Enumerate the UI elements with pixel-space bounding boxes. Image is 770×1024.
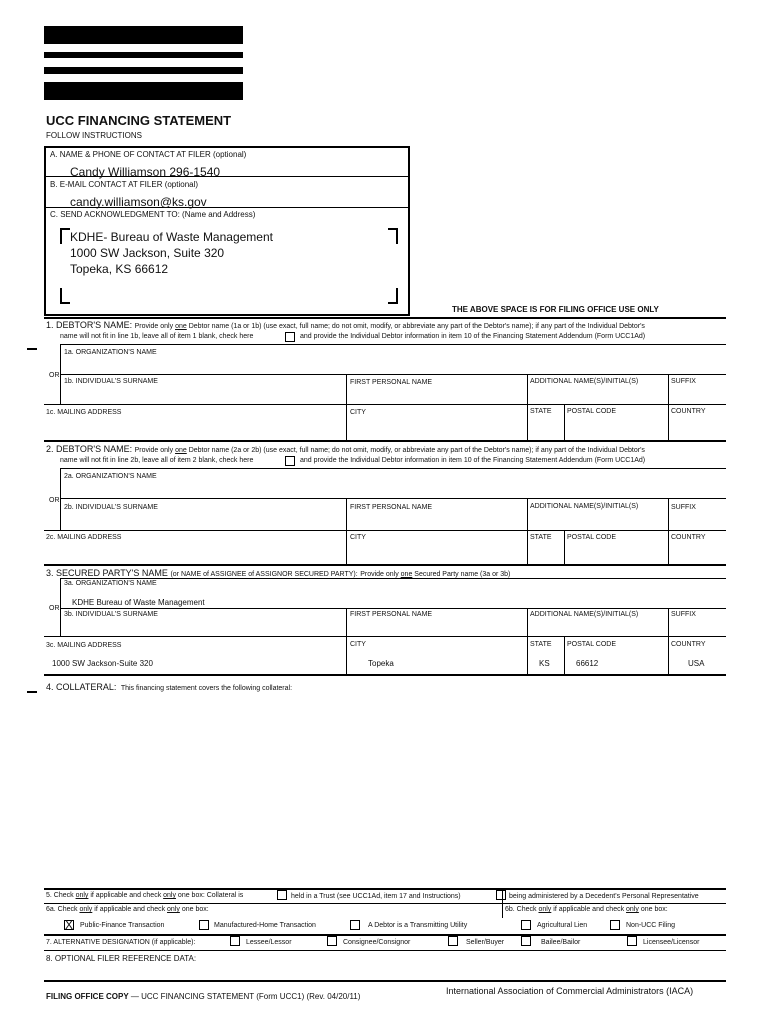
secured-city-value[interactable]: Topeka [368,659,394,668]
header-bar-1 [44,26,243,44]
header-bar-2 [44,52,243,58]
header-bar-3 [44,67,243,74]
item6b-mid: if applicable and check [551,906,627,913]
debtor2-or: OR [49,497,60,504]
d1-v4 [346,404,347,440]
secured-instr-pre: Provide only [360,571,401,578]
debtor1-instr-pre: Provide only [134,323,176,330]
item5-trust-checkbox[interactable] [277,890,287,900]
item6a-only2: only [167,906,180,913]
item6-top-rule [44,903,726,904]
debtor1-first-label: FIRST PERSONAL NAME [350,379,433,386]
footer-copy-label: FILING OFFICE COPY [46,992,129,1001]
debtor1-heading: 1. DEBTOR'S NAME: [46,320,133,330]
debtor1-instr2-post: and provide the Individual Debtor information in item 10 of the Financing Statement Addendum (Form UCC1Ad) [300,333,646,340]
s3-rule-c [44,636,726,637]
d1-v7 [668,404,669,440]
debtor2-heading-line [46,444,645,454]
d2-v5 [527,530,528,564]
form-title: UCC FINANCING STATEMENT [46,113,232,128]
secured-country-value[interactable]: USA [688,659,705,668]
item6a-utility-checkbox[interactable] [350,920,360,930]
debtor1-country-label: COUNTRY [671,408,706,415]
debtor2-surname-label: 2b. INDIVIDUAL'S SURNAME [64,504,158,511]
s3-rule-a [60,578,726,579]
debtor1-addendum-checkbox[interactable] [285,332,295,342]
secured-instr-one: one [400,571,413,578]
item7-top-rule [44,934,726,936]
item5-pre: 5. Check [46,892,76,899]
bracket-top-left [60,228,70,244]
item6a-manufactured-home-checkbox[interactable] [199,920,209,930]
section5-top-rule [44,888,726,890]
item7-seller-checkbox[interactable] [448,936,458,946]
debtor1-addl-label: ADDITIONAL NAME(S)/INITIAL(S) [530,378,639,385]
footer-right: International Association of Commercial Administrators (IACA) [446,986,694,996]
secured-heading: 3. SECURED PARTY'S NAME [46,568,168,578]
s3-left-edge [60,578,61,636]
debtor1-suffix-label: SUFFIX [671,378,696,385]
item6a-only: only [79,906,93,913]
collateral-text: This financing statement covers the following collateral: [120,685,293,692]
section4-top-rule [44,674,726,676]
d2-v3 [668,498,669,530]
debtor1-surname-label: 1b. INDIVIDUAL'S SURNAME [64,378,158,385]
secured-surname-label: 3b. INDIVIDUAL'S SURNAME [64,611,158,618]
footer-dash: — [128,992,142,1001]
d2-left-edge [60,468,61,530]
d2-v4 [346,530,347,564]
debtor2-city-label: CITY [350,534,366,541]
item8-top-rule [44,950,726,951]
item6a-pre: 6a. Check [46,906,80,913]
debtor2-suffix-label: SUFFIX [671,504,696,511]
debtor2-state-label: STATE [530,534,552,541]
item7-opt5: Licensee/Licensor [643,939,700,946]
header-bar-4 [44,82,243,100]
secured-city-label: CITY [350,641,366,648]
item6a-label [46,906,209,913]
item7-opt2: Consignee/Consignor [343,939,411,946]
debtor2-mail-label: 2c. MAILING ADDRESS [46,534,122,541]
s3-v2 [527,608,528,636]
item5-mid: if applicable and check [88,892,164,899]
d2-rule-a [60,468,726,469]
s3-v1 [346,608,347,636]
bracket-bottom-left [60,288,70,304]
d1-v1 [346,374,347,404]
footer-left [46,992,360,1001]
debtor1-heading-line [46,320,645,330]
debtor1-or: OR [49,372,60,379]
item7-opt1: Lessee/Lessor [246,939,292,946]
secured-postal-value[interactable]: 66612 [576,659,599,668]
s3-v7 [668,636,669,674]
secured-mail-label: 3c. MAILING ADDRESS [46,642,122,649]
item6a-post: one box: [179,906,209,913]
debtor1-org-label: 1a. ORGANIZATION'S NAME [64,349,157,356]
item5-post: one box: Collateral is [175,892,244,899]
debtor1-instr-one: one [175,323,187,330]
footer-form-name: UCC FINANCING STATEMENT (Form UCC1) (Rev. 04/20/11) [141,992,361,1001]
d1-v3 [668,374,669,404]
debtor2-instr2-post: and provide the Individual Debtor information in item 10 of the Financing Statement Addendum (Form UCC1Ad) [300,457,646,464]
item7-lessee-checkbox[interactable] [230,936,240,946]
item8-label: 8. OPTIONAL FILER REFERENCE DATA: [46,954,197,963]
d1-rule-b [60,374,726,375]
contact-b-label: B. E-MAIL CONTACT AT FILER (optional) [50,180,199,189]
s3-v4 [346,636,347,674]
secured-heading-line [46,568,510,578]
filing-office-note: THE ABOVE SPACE IS FOR FILING OFFICE USE ONLY [452,305,659,314]
margin-tick-2 [27,691,37,693]
d1-v5 [527,404,528,440]
debtor1-state-label: STATE [530,408,552,415]
item6b-only2: only [626,906,639,913]
item7-opt3: Seller/Buyer [466,939,505,946]
debtor2-country-label: COUNTRY [671,534,706,541]
secured-mail-value[interactable]: 1000 SW Jackson-Suite 320 [52,659,153,668]
debtor2-heading: 2. DEBTOR'S NAME: [46,444,133,454]
secured-postal-label: POSTAL CODE [567,641,617,648]
item7-consignee-checkbox[interactable] [327,936,337,946]
item5-decedent-checkbox[interactable] [496,890,506,900]
debtor2-addl-label: ADDITIONAL NAME(S)/INITIAL(S) [530,503,639,510]
item6a-opt2: Manufactured-Home Transaction [214,922,316,929]
item5-only: only [75,892,89,899]
s3-rule-b [60,608,726,609]
debtor2-instr-pre: Provide only [134,447,176,454]
contact-c-label: C. SEND ACKNOWLEDGMENT TO: (Name and Address) [50,210,256,219]
item7-opt4: Bailee/Bailor [541,939,581,946]
secured-org-label: 3a. ORGANIZATION'S NAME [64,580,157,587]
item8-bottom-rule [44,980,726,982]
debtor2-first-label: FIRST PERSONAL NAME [350,504,433,511]
margin-tick-1 [27,348,37,350]
item5-label [46,892,243,899]
section3-top-rule [44,564,726,566]
item6a-mid: if applicable and check [92,906,168,913]
secured-or: OR [49,605,60,612]
debtor1-mail-label: 1c. MAILING ADDRESS [46,409,122,416]
item7-licensee-checkbox[interactable] [627,936,637,946]
secured-country-label: COUNTRY [671,641,706,648]
section2-top-rule [44,440,726,442]
s3-v3 [668,608,669,636]
contact-a-label: A. NAME & PHONE OF CONTACT AT FILER (optional) [50,150,247,159]
d2-v1 [346,498,347,530]
d2-v6 [564,530,565,564]
debtor2-instr-post: Debtor name (2a or 2b) (use exact, full name; do not omit, modify, or abbreviate any part of the Debtor's name); if any part of the Individual Debtor's [186,447,645,454]
item6a-opt3: A Debtor is a Transmitting Utility [368,922,468,929]
secured-addl-label: ADDITIONAL NAME(S)/INITIAL(S) [530,611,639,618]
section1-top-rule [44,317,726,319]
debtor1-instr2-pre: name will not fit in line 1b, leave all of item 1 blank, check here [60,333,254,340]
item6b-post: one box: [638,906,668,913]
d2-v2 [527,498,528,530]
bracket-top-right [388,228,398,244]
debtor1-postal-label: POSTAL CODE [567,408,617,415]
secured-state-value[interactable]: KS [539,659,550,668]
secured-instr-post: Secured Party name (3a or 3b) [412,571,511,578]
debtor2-postal-label: POSTAL CODE [567,534,617,541]
item5-decedent-label: being administered by a Decedent's Personal Representative [509,893,699,900]
item6b-opt2: Non-UCC Filing [626,922,676,929]
d1-v6 [564,404,565,440]
item6b-only: only [538,906,552,913]
debtor1-city-label: CITY [350,409,366,416]
d2-v7 [668,530,669,564]
secured-first-label: FIRST PERSONAL NAME [350,611,433,618]
d1-rule-a [60,344,726,345]
ack-line-1[interactable]: KDHE- Bureau of Waste Management [70,230,273,244]
item5-trust-label: held in a Trust (see UCC1Ad, item 17 and Instructions) [291,893,461,900]
collateral-heading: 4. COLLATERAL: [46,682,117,692]
ack-line-2[interactable]: 1000 SW Jackson, Suite 320 [70,246,225,260]
d1-v2 [527,374,528,404]
d1-rule-c [44,404,726,405]
secured-suffix-label: SUFFIX [671,611,696,618]
d2-rule-b [60,498,726,499]
debtor2-instr-one: one [175,447,187,454]
contact-b-value[interactable]: candy.williamson@ks.gov [70,195,207,209]
item6a-opt1: Public-Finance Transaction [80,922,165,929]
s3-v6 [564,636,565,674]
debtor1-instr-post: Debtor name (1a or 1b) (use exact, full name; do not omit, modify, or abbreviate any part of the Debtor's name); if any part of the Individual Debtor's [186,323,645,330]
follow-instructions: FOLLOW INSTRUCTIONS [46,131,143,140]
secured-state-label: STATE [530,641,552,648]
bracket-bottom-right [388,288,398,304]
d2-rule-c [44,530,726,531]
item7-bailee-checkbox[interactable] [521,936,531,946]
contact-a-value[interactable]: Candy Williamson 296-1540 [70,165,221,179]
secured-org-value[interactable]: KDHE Bureau of Waste Management [72,598,205,607]
item5-only2: only [163,892,176,899]
item6b-opt1: Agricultural Lien [537,922,588,929]
debtor2-instr2-pre: name will not fit in line 2b, leave all of item 2 blank, check here [60,457,254,464]
debtor2-addendum-checkbox[interactable] [285,456,295,466]
secured-heading-paren: (or NAME of ASSIGNEE of ASSIGNOR SECURED PARTY): [170,571,358,578]
item6b-pre: 6b. Check [505,906,539,913]
debtor2-org-label: 2a. ORGANIZATION'S NAME [64,473,157,480]
ack-line-3[interactable]: Topeka, KS 66612 [70,262,169,276]
item6b-agricultural-checkbox[interactable] [521,920,531,930]
item6b-label [505,906,668,913]
item6a-check-mark: X [65,918,74,932]
collateral-heading-line [46,677,292,695]
item6b-non-ucc-checkbox[interactable] [610,920,620,930]
s3-v5 [527,636,528,674]
item7-label: 7. ALTERNATIVE DESIGNATION (if applicable): [46,939,196,946]
